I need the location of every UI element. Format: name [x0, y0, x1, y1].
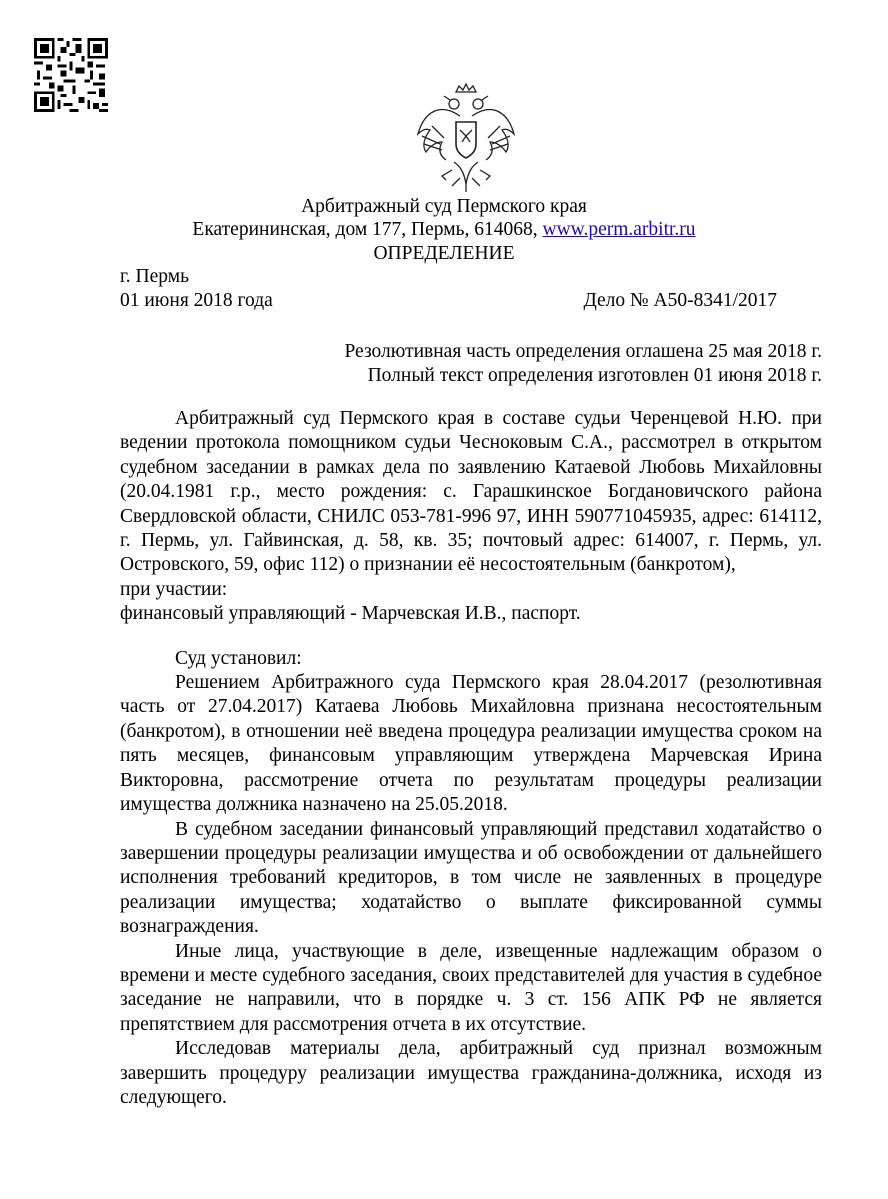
- paragraph-court-established: Суд установил:: [175, 647, 302, 669]
- paragraph-participants: финансовый управляющий - Марчевская И.В., паспорт.: [120, 603, 581, 625]
- resolution-announcement-note: Резолютивная часть определения оглашена 25 мая 2018 г.: [344, 341, 822, 362]
- court-website-link[interactable]: www.perm.arbitr.ru: [542, 219, 696, 240]
- paragraph-participants-label: при участии:: [120, 578, 228, 600]
- document-body: [120, 407, 822, 1110]
- full-text-note: Полный текст определения изготовлен 01 июня 2018 г.: [367, 365, 822, 386]
- court-address: [0, 217, 888, 243]
- russian-coat-of-arms-icon: [410, 82, 522, 194]
- case-number: Дело № А50-8341/2017: [583, 290, 777, 311]
- paragraph-motion: В судебном заседании финансовый управляющий представил ходатайство о завершении процедуры реализации имущества и об освобождении от дальнейшего исполнения требований кредиторов, в том числе не заявленных в процедуре реализации имущества; ходатайство о выплате фиксированной суммы вознаграждения.: [120, 818, 822, 938]
- paragraph-decision: Решением Арбитражного суда Пермского края 28.04.2017 (резолютивная часть от 27.04.2017) Катаева Любовь Михайловна признана несостоятельным (банкротом), в отношении неё введена процедура реализации имущества сроком на пять месяцев, финансовым управляющим утверждена Марчевская Ирина Викторовна, рассмотрение отчета по результатам процедуры реализации имущества должника назначено на 25.05.2018.: [120, 672, 822, 816]
- document-date: 01 июня 2018 года: [120, 290, 273, 311]
- qr-code-icon: [34, 38, 108, 112]
- paragraph-conclusion: Исследовав материалы дела, арбитражный суд признал возможным завершить процедуру реализации имущества гражданина-должника, исходя из следующего.: [120, 1038, 822, 1108]
- document-type-title: ОПРЕДЕЛЕНИЕ: [373, 243, 515, 264]
- address-text: Екатерининская, дом 177, Пермь, 614068,: [192, 219, 543, 240]
- court-name: Арбитражный суд Пермского края: [301, 196, 587, 217]
- city-label: г. Пермь: [120, 266, 189, 287]
- paragraph-intro: Арбитражный суд Пермского края в составе судьи Черенцевой Н.Ю. при ведении протокола помощником судьи Чесноковым С.А., рассмотрел в открытом судебном заседании в рамках дела по заявлению Катаевой Любовь Михайловны (20.04.1981 г.р., место рождения: с. Гарашкинское Богдановичского района Свердловской области, СНИЛС 053-781-996 97, ИНН 590771045935, адрес: 614112, г. Пермь, ул. Гайвинская, д. 58, кв. 35; почтовый адрес: 614007, г. Пермь, ул. Островского, 59, офис 112) о признании её несостоятельным (банкротом),: [120, 408, 822, 576]
- paragraph-other-parties: Иные лица, участвующие в деле, извещенные надлежащим образом о времени и месте судебного заседания, своих представителей для участия в судебное заседание не направили, что в порядке ч. 3 ст. 156 АПК РФ не является препятствием для рассмотрения отчета в их отсутствие.: [120, 940, 822, 1035]
